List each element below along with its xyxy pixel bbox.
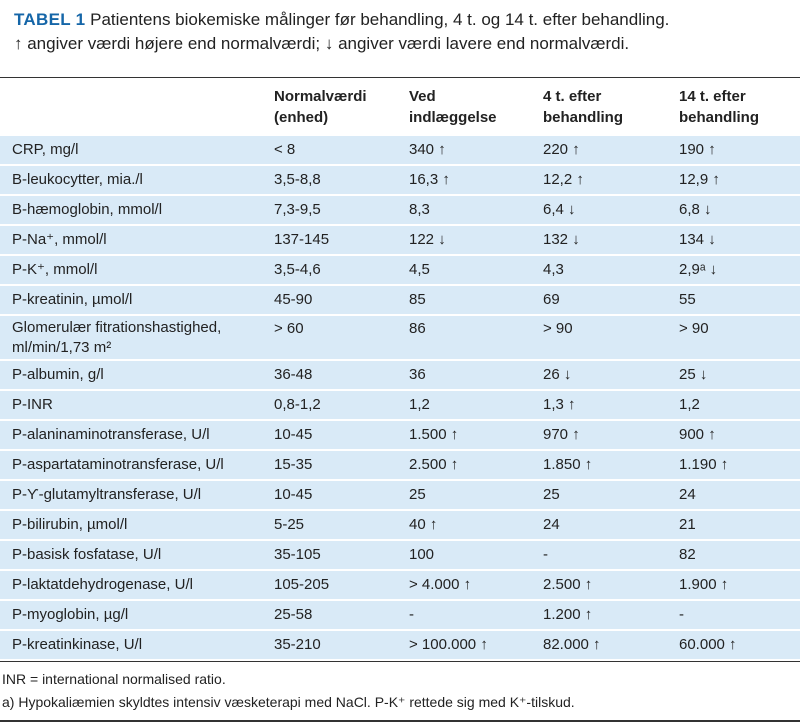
- cell-admission: 4,5: [397, 255, 531, 285]
- cell-normal: 105-205: [262, 570, 397, 600]
- cell-14h: 1.900 ↑: [667, 570, 800, 600]
- cell-14h: 60.000 ↑: [667, 630, 800, 659]
- caption-title: Patientens biokemiske målinger før behandling, 4 t. og 14 t. efter behandling.: [90, 10, 670, 29]
- cell-admission: > 100.000 ↑: [397, 630, 531, 659]
- table-notes: [0, 668, 800, 714]
- cell-14h: 900 ↑: [667, 420, 800, 450]
- footnote-a: a) Hypokaliæmien skyldtes intensiv væsketerapi med NaCl. P-K⁺ rettede sig med K⁺-tilskud.: [2, 694, 575, 710]
- cell-normal: 35-105: [262, 540, 397, 570]
- cell-parameter-line1: Glomerulær fitrationshastighed,: [12, 318, 222, 336]
- cell-4h: 82.000 ↑: [531, 630, 667, 659]
- cell-4h: -: [531, 540, 667, 570]
- cell-normal: 25-58: [262, 600, 397, 630]
- table-row: [0, 390, 800, 420]
- cell-14h: 82: [667, 540, 800, 570]
- table-row: [0, 195, 800, 225]
- header-14h-line1: 14 t. efter: [679, 88, 746, 105]
- cell-4h: > 90: [531, 315, 667, 360]
- cell-14h: -: [667, 600, 800, 630]
- table-row: [0, 135, 800, 165]
- table-row: [0, 255, 800, 285]
- cell-normal: 3,5-8,8: [262, 165, 397, 195]
- cell-14h: 1,2: [667, 390, 800, 420]
- cell-14h: 25 ↓: [667, 360, 800, 390]
- cell-parameter: P-kreatinkinase, U/l: [0, 630, 262, 659]
- table-row: [0, 570, 800, 600]
- cell-admission: 8,3: [397, 195, 531, 225]
- header-normal-line1: Normalværdi: [274, 88, 367, 105]
- cell-parameter: CRP, mg/l: [0, 135, 262, 165]
- cell-4h: 2.500 ↑: [531, 570, 667, 600]
- cell-normal: 137-145: [262, 225, 397, 255]
- cell-admission: 340 ↑: [397, 135, 531, 165]
- table-row: [0, 600, 800, 630]
- cell-normal: 3,5-4,6: [262, 255, 397, 285]
- cell-4h: 69: [531, 285, 667, 315]
- cell-parameter: P-aspartataminotransferase, U/l: [0, 450, 262, 480]
- abbreviation-note: INR = international normalised ratio.: [2, 671, 226, 687]
- table-row: [0, 360, 800, 390]
- cell-4h: 1.200 ↑: [531, 600, 667, 630]
- cell-4h: 24: [531, 510, 667, 540]
- cell-4h: 1.850 ↑: [531, 450, 667, 480]
- cell-4h: 220 ↑: [531, 135, 667, 165]
- bottom-rule: [0, 661, 800, 662]
- cell-parameter: P-laktatdehydrogenase, U/l: [0, 570, 262, 600]
- header-14h-line2: behandling: [679, 109, 759, 126]
- header-parameter: [0, 78, 262, 135]
- header-14h: [667, 78, 800, 135]
- cell-14h: 190 ↑: [667, 135, 800, 165]
- cell-admission: -: [397, 600, 531, 630]
- cell-4h: 26 ↓: [531, 360, 667, 390]
- cell-admission: 36: [397, 360, 531, 390]
- table-row: [0, 510, 800, 540]
- cell-admission: 122 ↓: [397, 225, 531, 255]
- cell-4h: 1,3 ↑: [531, 390, 667, 420]
- cell-14h: > 90: [667, 315, 800, 360]
- cell-parameter: P-kreatinin, µmol/l: [0, 285, 262, 315]
- cell-14h: 24: [667, 480, 800, 510]
- cell-4h: 4,3: [531, 255, 667, 285]
- header-admission: [397, 78, 531, 135]
- cell-14h: 2,9ᵃ ↓: [667, 255, 800, 285]
- cell-parameter: P-alaninaminotransferase, U/l: [0, 420, 262, 450]
- header-4h: [531, 78, 667, 135]
- cell-parameter: P-albumin, g/l: [0, 360, 262, 390]
- table-row: [0, 315, 800, 360]
- cell-14h: 1.190 ↑: [667, 450, 800, 480]
- cell-admission: 85: [397, 285, 531, 315]
- cell-14h: 55: [667, 285, 800, 315]
- table-row: [0, 165, 800, 195]
- header-row: [0, 78, 800, 135]
- cell-normal: < 8: [262, 135, 397, 165]
- header-normal: [262, 78, 397, 135]
- table-caption: [0, 0, 800, 56]
- cell-admission: 2.500 ↑: [397, 450, 531, 480]
- cell-admission: 16,3 ↑: [397, 165, 531, 195]
- cell-normal: 7,3-9,5: [262, 195, 397, 225]
- cell-admission: 1,2: [397, 390, 531, 420]
- caption-line-1: [14, 8, 786, 32]
- cell-normal: 10-45: [262, 420, 397, 450]
- cell-4h: 12,2 ↑: [531, 165, 667, 195]
- cell-admission: > 4.000 ↑: [397, 570, 531, 600]
- cell-parameter: P-myoglobin, µg/l: [0, 600, 262, 630]
- cell-admission: 40 ↑: [397, 510, 531, 540]
- cell-4h: 132 ↓: [531, 225, 667, 255]
- cell-14h: 134 ↓: [667, 225, 800, 255]
- table-row: [0, 630, 800, 659]
- cell-14h: 21: [667, 510, 800, 540]
- cell-parameter: [0, 315, 262, 360]
- cell-parameter: P-basisk fosfatase, U/l: [0, 540, 262, 570]
- cell-4h: 25: [531, 480, 667, 510]
- cell-parameter: P-bilirubin, µmol/l: [0, 510, 262, 540]
- cell-parameter: P-ϒ-glutamyltransferase, U/l: [0, 480, 262, 510]
- cell-4h: 6,4 ↓: [531, 195, 667, 225]
- header-normal-line2: (enhed): [274, 109, 329, 126]
- cell-parameter: P-K⁺, mmol/l: [0, 255, 262, 285]
- biochem-table: [0, 78, 800, 659]
- cell-normal: 36-48: [262, 360, 397, 390]
- cell-parameter: B-hæmoglobin, mmol/l: [0, 195, 262, 225]
- table-label: TABEL 1: [14, 10, 86, 29]
- cell-admission: 1.500 ↑: [397, 420, 531, 450]
- cell-normal: 15-35: [262, 450, 397, 480]
- cell-normal: 5-25: [262, 510, 397, 540]
- table-row: [0, 540, 800, 570]
- cell-parameter: B-leukocytter, mia./l: [0, 165, 262, 195]
- header-admission-line2: indlæggelse: [409, 109, 497, 126]
- cell-normal: 0,8-1,2: [262, 390, 397, 420]
- header-4h-line2: behandling: [543, 109, 623, 126]
- cell-14h: 12,9 ↑: [667, 165, 800, 195]
- cell-parameter: P-INR: [0, 390, 262, 420]
- header-4h-line1: 4 t. efter: [543, 88, 602, 105]
- cell-admission: 86: [397, 315, 531, 360]
- cell-normal: 35-210: [262, 630, 397, 659]
- cell-4h: 970 ↑: [531, 420, 667, 450]
- cell-parameter: P-Na⁺, mmol/l: [0, 225, 262, 255]
- cell-parameter-line2: ml/min/1,73 m²: [12, 338, 112, 356]
- table-row: [0, 285, 800, 315]
- table-row: [0, 420, 800, 450]
- cell-14h: 6,8 ↓: [667, 195, 800, 225]
- table-row: [0, 480, 800, 510]
- caption-line-2: ↑ angiver værdi højere end normalværdi; ↓ angiver værdi lavere end normalværdi.: [14, 34, 630, 53]
- table-row: [0, 450, 800, 480]
- cell-normal: > 60: [262, 315, 397, 360]
- table-row: [0, 225, 800, 255]
- cell-normal: 45-90: [262, 285, 397, 315]
- cell-admission: 25: [397, 480, 531, 510]
- end-rule: [0, 720, 800, 722]
- cell-normal: 10-45: [262, 480, 397, 510]
- header-admission-line1: Ved: [409, 88, 436, 105]
- cell-admission: 100: [397, 540, 531, 570]
